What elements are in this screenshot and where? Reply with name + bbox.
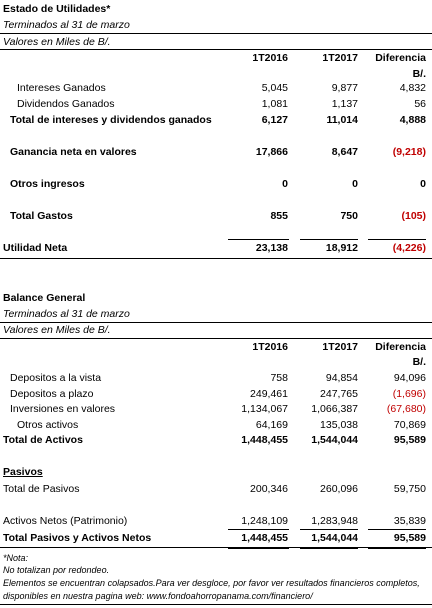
balance-row-label: Otros activos <box>17 419 79 431</box>
income-row-value: 8,647 <box>331 146 358 158</box>
divider <box>0 33 432 34</box>
balance-row-value: 1,066,387 <box>311 403 358 415</box>
income-row-label: Total Gastos <box>10 210 73 222</box>
income-row-value: 0 <box>420 178 426 190</box>
income-subtitle-period: Terminados al 31 de marzo <box>3 19 130 31</box>
balance-title: Balance General <box>3 292 86 304</box>
balance-row-label: Total de Pasivos <box>3 483 80 495</box>
income-row-value: 1,137 <box>331 98 358 110</box>
income-col-header-diferencia: Diferencia <box>375 52 426 64</box>
total-rule <box>368 548 426 549</box>
total-rule <box>368 529 426 530</box>
pasivos-title: Pasivos <box>3 466 43 478</box>
balance-row-value: 94,096 <box>393 372 426 384</box>
balance-row-value: 135,038 <box>320 419 358 431</box>
balance-row-value: 95,589 <box>393 434 426 446</box>
income-subtitle-units: Valores en Miles de B/. <box>3 36 111 48</box>
income-row-value: (9,218) <box>392 146 426 158</box>
balance-row-label: Depositos a la vista <box>10 372 102 384</box>
note-text: No totalizan por redondeo. <box>3 565 110 575</box>
income-row-value: 23,138 <box>255 242 288 254</box>
balance-col-header-currency: B/. <box>412 356 426 368</box>
income-row-value: (105) <box>401 210 426 222</box>
balance-row-value: 200,346 <box>250 483 288 495</box>
divider <box>0 49 432 50</box>
balance-subtitle-units: Valores en Miles de B/. <box>3 324 111 336</box>
income-row-value: 0 <box>282 178 288 190</box>
note-text: Elementos se encuentran colapsados.Para ver desgloce, por favor ver resultados financieros completos, <box>3 578 420 588</box>
income-row-label: Intereses Ganados <box>17 82 106 94</box>
balance-row-label: Total de Activos <box>3 434 83 446</box>
balance-row-value: 1,248,109 <box>241 515 288 527</box>
balance-row-value: 1,544,044 <box>311 532 358 544</box>
balance-row-value: 758 <box>270 372 288 384</box>
divider <box>0 258 432 259</box>
income-row-label: Otros ingresos <box>10 178 85 190</box>
income-row-label: Total de intereses y dividendos ganados <box>10 114 212 126</box>
total-rule <box>228 529 289 530</box>
balance-row-value: 1,448,455 <box>241 434 288 446</box>
income-title: Estado de Utilidades* <box>3 3 111 15</box>
balance-col-header-1t2016: 1T2016 <box>252 341 288 353</box>
divider <box>0 322 432 323</box>
balance-row-label: Depositos a plazo <box>10 388 94 400</box>
income-row-value: 9,877 <box>331 82 358 94</box>
balance-row-value: 1,544,044 <box>311 434 358 446</box>
income-net-label: Utilidad Neta <box>3 242 68 254</box>
income-row-value: 750 <box>340 210 358 222</box>
total-rule <box>300 548 358 549</box>
income-row-value: 4,832 <box>399 82 426 94</box>
balance-row-value: (1,696) <box>392 388 426 400</box>
total-rule <box>368 239 426 240</box>
income-row-value: 0 <box>352 178 358 190</box>
balance-row-value: 1,448,455 <box>241 532 288 544</box>
total-rule <box>228 239 289 240</box>
income-row-value: 4,888 <box>399 114 426 126</box>
income-row-value: 1,081 <box>261 98 288 110</box>
balance-row-value: 35,839 <box>393 515 426 527</box>
note-link-text: disponibles en nuestra pagina web: www.fondoahorropanama.com/financiero/ <box>3 591 313 601</box>
balance-row-value: 1,283,948 <box>311 515 358 527</box>
income-col-header-1t2017: 1T2017 <box>322 52 358 64</box>
balance-col-header-diferencia: Diferencia <box>375 341 426 353</box>
income-row-value: 6,127 <box>261 114 288 126</box>
balance-row-value: 64,169 <box>255 419 288 431</box>
total-rule <box>228 548 289 549</box>
income-row-label: Dividendos Ganados <box>17 98 115 110</box>
balance-row-value: 95,589 <box>393 532 426 544</box>
balance-row-value: 249,461 <box>250 388 288 400</box>
balance-row-value: 1,134,067 <box>241 403 288 415</box>
divider <box>0 338 432 339</box>
balance-subtitle-period: Terminados al 31 de marzo <box>3 308 130 320</box>
income-row-value: 18,912 <box>325 242 358 254</box>
balance-row-value: 94,854 <box>325 372 358 384</box>
income-row-label: Ganancia neta en valores <box>10 146 137 158</box>
balance-row-value: (67,680) <box>386 403 426 415</box>
income-col-header-currency: B/. <box>412 68 426 80</box>
balance-row-label: Activos Netos (Patrimonio) <box>3 515 128 527</box>
income-col-header-1t2016: 1T2016 <box>252 52 288 64</box>
balance-row-label: Inversiones en valores <box>10 403 116 415</box>
balance-row-value: 70,869 <box>393 419 426 431</box>
total-rule <box>300 239 358 240</box>
balance-row-value: 247,765 <box>320 388 358 400</box>
income-row-value: 855 <box>270 210 288 222</box>
income-row-value: 5,045 <box>261 82 288 94</box>
balance-row-value: 59,750 <box>393 483 426 495</box>
balance-col-header-1t2017: 1T2017 <box>322 341 358 353</box>
total-rule <box>300 529 358 530</box>
balance-row-value: 260,096 <box>320 483 358 495</box>
income-row-value: (4,226) <box>392 242 426 254</box>
income-row-value: 56 <box>414 98 426 110</box>
income-row-value: 17,866 <box>255 146 288 158</box>
balance-row-label: Total Pasivos y Activos Netos <box>3 532 152 544</box>
note-heading: *Nota: <box>3 553 29 563</box>
divider <box>0 604 432 605</box>
income-row-value: 11,014 <box>326 114 358 126</box>
